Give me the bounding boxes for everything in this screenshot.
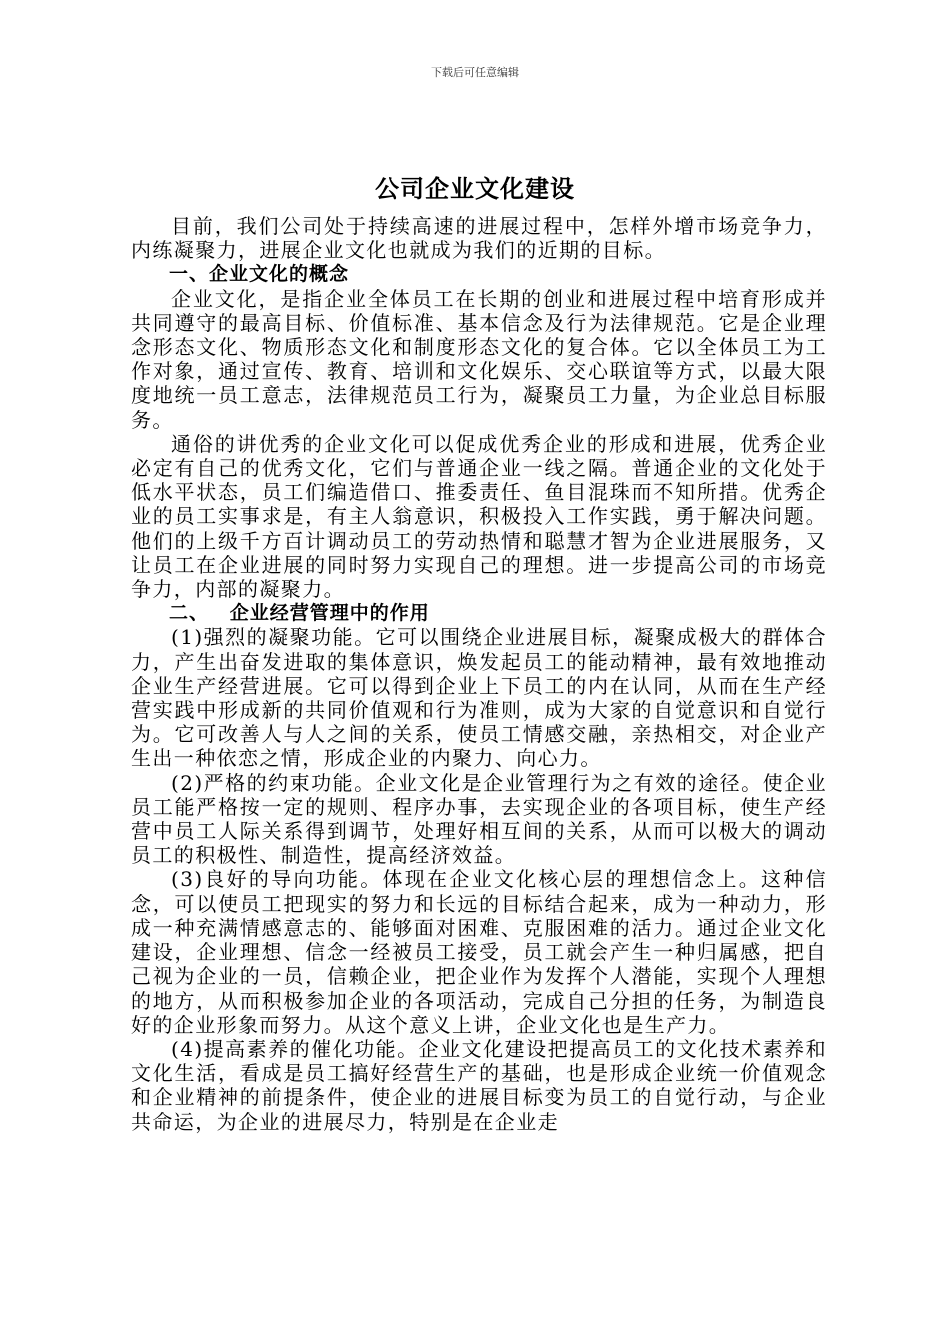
section-2-paragraph: (4)提高素养的催化功能。企业文化建设把提高员工的文化技术素养和文化生活，看成是员工搞好经营生产的基础，也是形成企业统一价值观念和企业精神的前提条件，使企业的进展目标变为员工的自觉行动，与企业共命运，为企业的进展尽力，特别是在企业走 xyxy=(131,1036,827,1134)
section-1-paragraph: 企业文化，是指企业全体员工在长期的创业和进展过程中培育形成并共同遵守的最高目标、价值标准、基本信念及行为法律规范。它是企业理念形态文化、物质形态文化和制度形态文化的复合体。它以全体员工为工作对象，通过宣传、教育、培训和文化娱乐、交心联谊等方式，以最大限度地统一员工意志，法律规范员工行为，凝聚员工力量，为企业总目标服务。 xyxy=(131,286,827,432)
section-2-heading-number: 二、 xyxy=(169,602,210,625)
header-note: 下载后可任意编辑 xyxy=(431,66,519,79)
section-2-heading-text: 企业经营管理中的作用 xyxy=(229,602,430,625)
document-title: 公司企业文化建设 xyxy=(375,175,575,203)
document-body xyxy=(131,214,827,1134)
section-1-paragraph: 通俗的讲优秀的企业文化可以促成优秀企业的形成和进展，优秀企业必定有自己的优秀文化，它们与普通企业一线之隔。普通企业的文化处于低水平状态，员工们编造借口、推委责任、鱼目混珠而不知所措。优秀企业的员工实事求是，有主人翁意识，积极投入工作实践，勇于解决问题。他们的上级千方百计调动员工的劳动热情和聪慧才智为企业进展服务，又让员工在企业进展的同时努力实现自己的理想。进一步提高公司的市场竞争力，内部的凝聚力。 xyxy=(131,431,827,602)
section-2-paragraph: (3)良好的导向功能。体现在企业文化核心层的理想信念上。这种信念，可以使员工把现实的努力和长远的目标结合起来，成为一种动力，形成一种充满情感意志的、能够面对困难、克服困难的活力。通过企业文化建设，企业理想、信念一经被员工接受，员工就会产生一种归属感，把自己视为企业的一员，信赖企业，把企业作为发挥个人潜能，实现个人理想的地方，从而积极参加企业的各项活动，完成自己分担的任务，为制造良好的企业形象而努力。从这个意义上讲，企业文化也是生产力。 xyxy=(131,867,827,1037)
intro-paragraph: 目前，我们公司处于持续高速的进展过程中，怎样外增市场竞争力，内练凝聚力，进展企业文化也就成为我们的近期的目标。 xyxy=(131,214,827,263)
section-1-heading: 一、企业文化的概念 xyxy=(169,263,350,286)
section-2-heading xyxy=(131,601,827,625)
section-2-paragraph: (2)严格的约束功能。企业文化是企业管理行为之有效的途径。使企业员工能严格按一定的规则、程序办事，去实现企业的各项目标，使生产经营中员工人际关系得到调节，处理好相互间的关系，从而可以极大的调动员工的积极性、制造性，提高经济效益。 xyxy=(131,770,827,868)
section-2-paragraph: (1)强烈的凝聚功能。它可以围绕企业进展目标，凝聚成极大的群体合力，产生出奋发进取的集体意识，焕发起员工的能动精神，最有效地推动企业生产经营进展。它可以得到企业上下员工的内在认同，从而在生产经营实践中形成新的共同价值观和行为准则，成为大家的自觉意识和自觉行为。它可改善人与人之间的关系，使员工情感交融，亲热相交，对企业产生出一种依恋之情，形成企业的内聚力、向心力。 xyxy=(131,625,827,771)
